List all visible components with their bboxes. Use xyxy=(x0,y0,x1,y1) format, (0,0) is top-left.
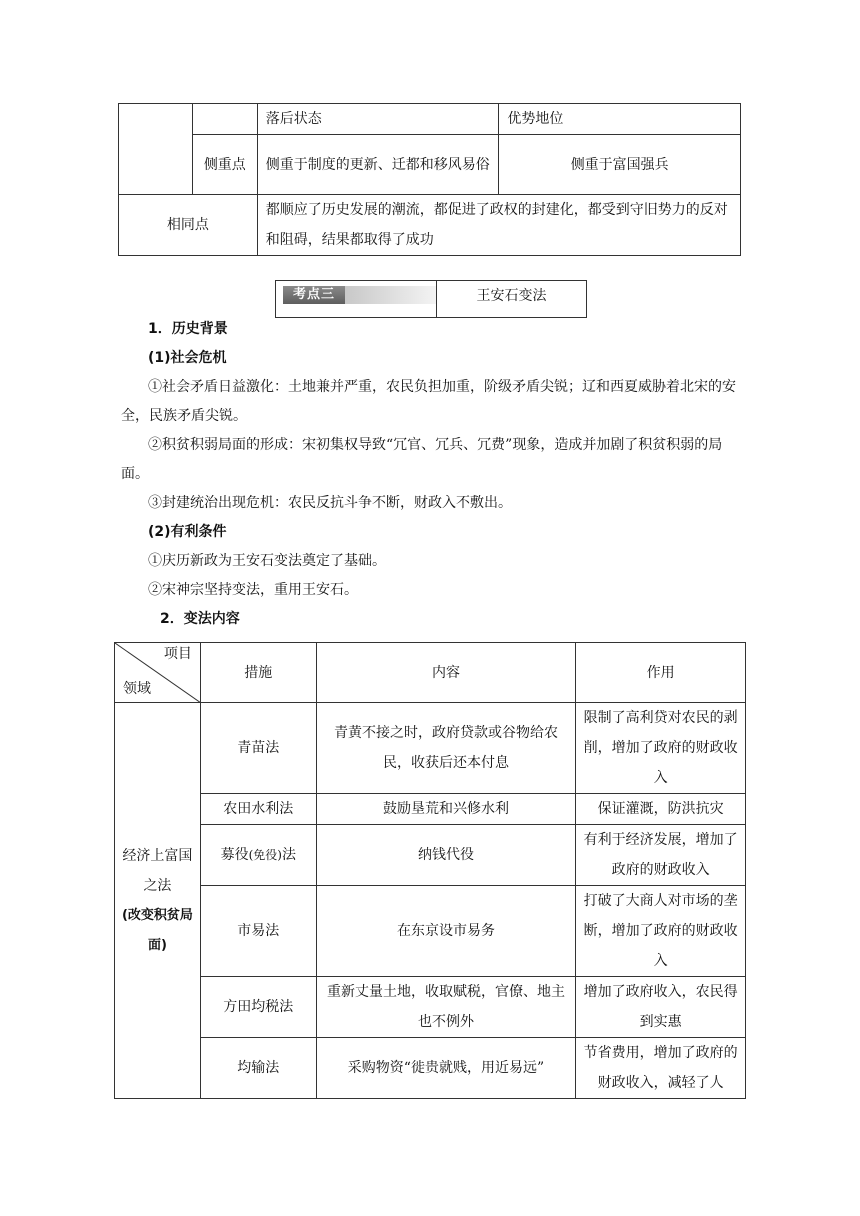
table-cell: 优势地位 xyxy=(499,104,741,135)
blank-cell xyxy=(192,104,257,135)
domain-cell xyxy=(115,703,201,1099)
section-header-box xyxy=(275,280,587,318)
content-cell: 青黄不接之时，政府贷款或谷物给农民，收获后还本付息 xyxy=(316,703,576,794)
column-header: 作用 xyxy=(576,643,746,703)
table-cell: 侧重于制度的更新、迁都和移风易俗 xyxy=(257,135,499,195)
badge-shade xyxy=(345,286,437,304)
measure-cell: 农田水利法 xyxy=(200,794,316,825)
measure-cell: 均输法 xyxy=(200,1038,316,1099)
content-cell: 纳钱代役 xyxy=(316,825,576,886)
domain-name: 经济上富国之法 xyxy=(122,847,193,894)
paragraph: ②宋神宗坚持变法，重用王安石。 xyxy=(148,582,358,598)
header-field: 领域 xyxy=(123,681,151,697)
effect-cell: 增加了政府收入，农民得到实惠 xyxy=(576,977,746,1038)
measure-cell: 市易法 xyxy=(200,886,316,977)
measure-cell xyxy=(200,825,316,886)
effect-cell: 限制了高利贷对农民的剥削，增加了政府的财政收入 xyxy=(576,703,746,794)
domain-note: (改变积贫局面) xyxy=(121,907,193,953)
paragraph: ③封建统治出现危机：农民反抗斗争不断，财政入不敷出。 xyxy=(148,495,512,511)
measure-name: 募役 xyxy=(220,847,249,863)
column-header: 内容 xyxy=(316,643,576,703)
heading: 2．变法内容 xyxy=(160,611,240,627)
measure-cell: 方田均税法 xyxy=(200,977,316,1038)
measure-cell: 青苗法 xyxy=(200,703,316,794)
content-cell: 采购物资“徙贵就贱，用近易远” xyxy=(316,1038,576,1099)
column-header: 措施 xyxy=(200,643,316,703)
paragraph: ①庆历新政为王安石变法奠定了基础。 xyxy=(148,553,386,569)
measure-note: (免役) xyxy=(248,848,282,862)
heading: 1．历史背景 xyxy=(148,321,228,337)
subheading: (2)有利条件 xyxy=(148,524,227,540)
effect-cell: 有利于经济发展，增加了政府的财政收入 xyxy=(576,825,746,886)
table-cell: 落后状态 xyxy=(257,104,499,135)
subheading: (1)社会危机 xyxy=(148,350,227,366)
kaodian-badge: 考点三 xyxy=(283,286,345,304)
row-label: 侧重点 xyxy=(192,135,257,195)
section-title: 王安石变法 xyxy=(476,288,547,304)
paragraph: ②积贫积弱局面的形成：宋初集权导致“冗官、冗兵、冗费”现象，造成并加剧了积贫积弱的局面。 xyxy=(121,437,723,482)
content-cell: 鼓励垦荒和兴修水利 xyxy=(316,794,576,825)
diagonal-header-cell xyxy=(115,643,201,703)
table-cell: 都顺应了历史发展的潮流，都促进了政权的封建化，都受到守旧势力的反对和阻碍，结果都取得了成功 xyxy=(257,195,740,256)
measure-suffix: 法 xyxy=(281,847,296,863)
header-item: 项目 xyxy=(163,646,192,662)
effect-cell: 保证灌溉，防洪抗灾 xyxy=(576,794,746,825)
content-cell: 在东京设市易务 xyxy=(316,886,576,977)
blank-cell xyxy=(119,104,193,195)
comparison-table xyxy=(118,103,741,256)
effect-cell: 节省费用，增加了政府的财政收入，减轻了人 xyxy=(576,1038,746,1099)
content-cell: 重新丈量土地，收取赋税，官僚、地主也不例外 xyxy=(316,977,576,1038)
table-cell: 侧重于富国强兵 xyxy=(499,135,741,195)
effect-cell: 打破了大商人对市场的垄断，增加了政府的财政收入 xyxy=(576,886,746,977)
reform-table xyxy=(114,642,746,1099)
row-label: 相同点 xyxy=(119,195,258,256)
paragraph: ①社会矛盾日益激化：土地兼并严重，农民负担加重，阶级矛盾尖锐；辽和西夏威胁着北宋的安全，民族矛盾尖锐。 xyxy=(121,379,736,424)
